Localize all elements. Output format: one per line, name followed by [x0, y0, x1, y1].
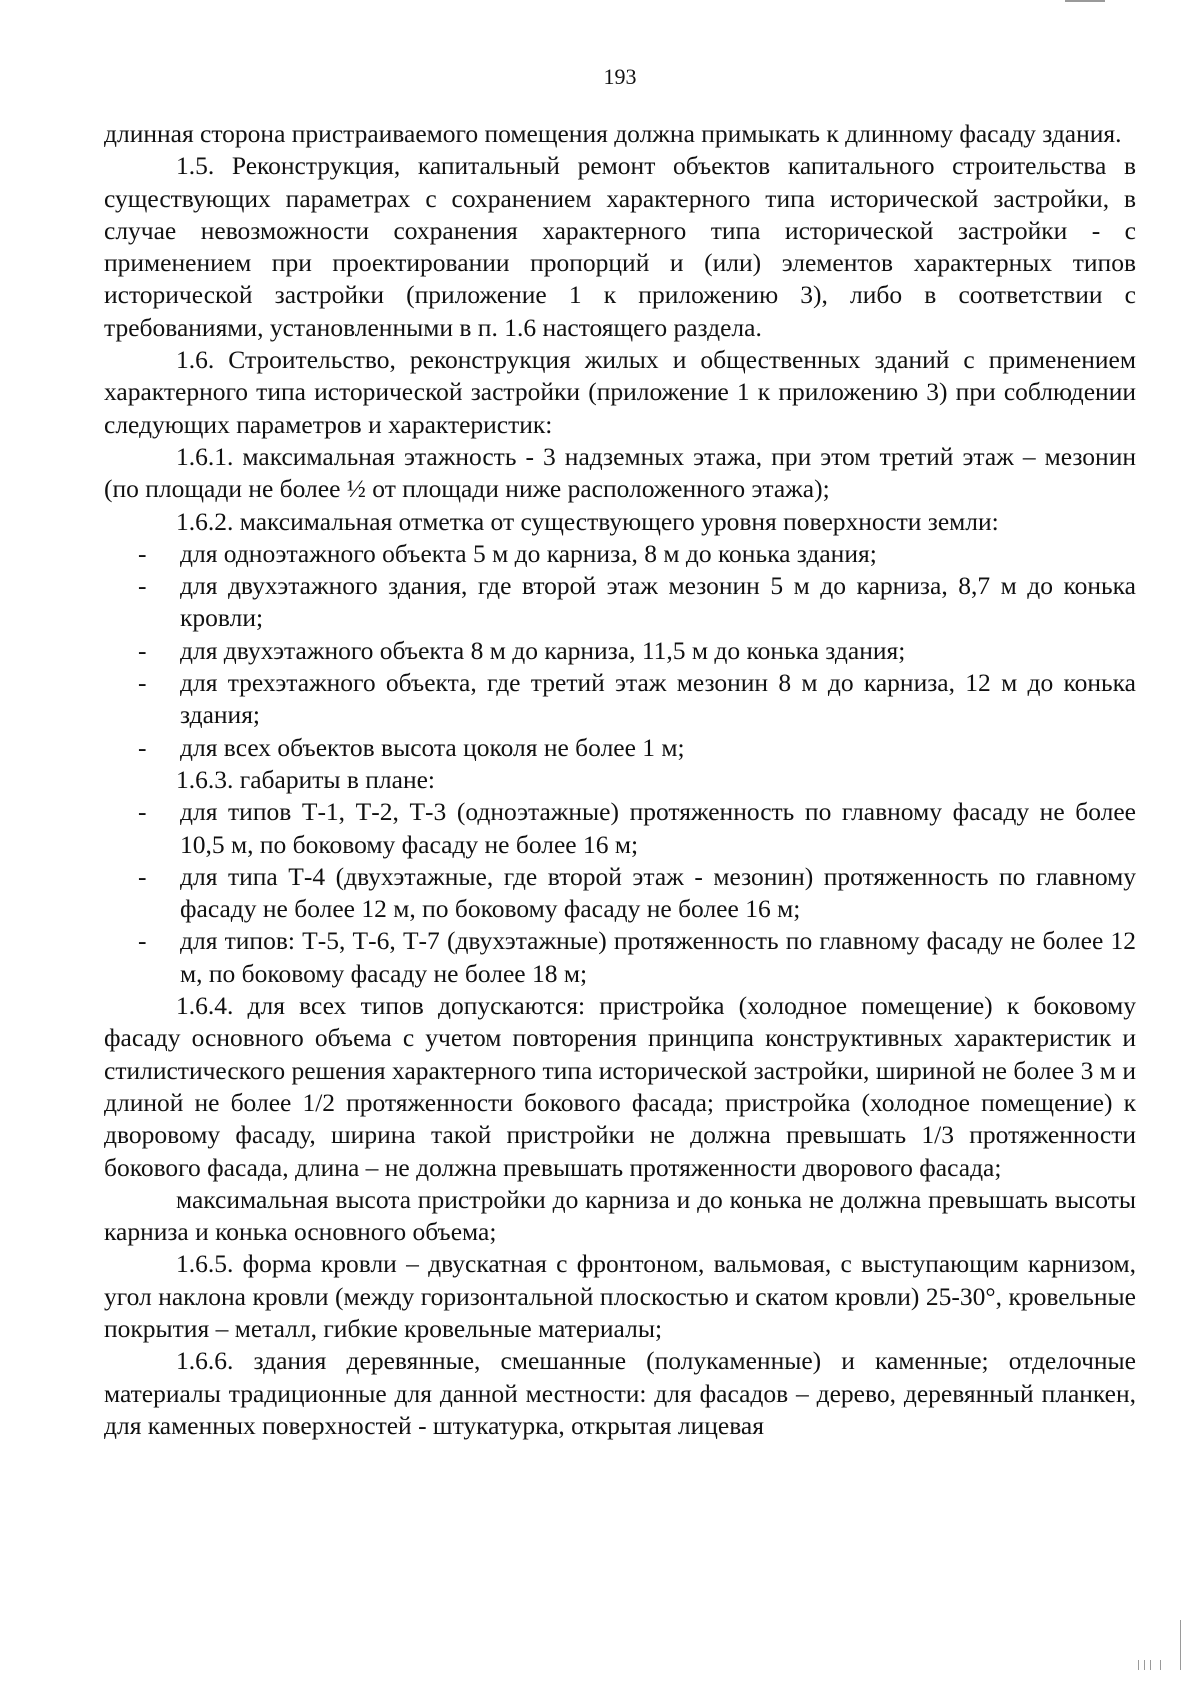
scan-mark: [1138, 1660, 1139, 1670]
list-item-text: для типа Т-4 (двухэтажные, где второй этаж - мезонин) протяженность по главному фасаду не более 12 м, по боковому фасаду не более 16 м;: [180, 861, 1136, 924]
paragraph-1-6-3: 1.6.3. габариты в плане:: [176, 764, 436, 794]
list-item: [104, 635, 1136, 667]
paragraph-1-6-6: 1.6.6. здания деревянные, смешанные (полукаменные) и каменные; отделочные материалы традиционные для данной местности: для фасадов – дерево, деревянный планкен, для каменных поверхностей - штукатурка, открытая лицевая: [104, 1346, 1136, 1440]
list-item-text: для двухэтажного объекта 8 м до карниза, 11,5 м до конька здания;: [180, 635, 906, 665]
list-item: [104, 570, 1136, 635]
scan-mark: [1160, 1660, 1161, 1670]
list-item-text: для всех объектов высота цоколя не более 1 м;: [180, 732, 685, 762]
list-item-text: для двухэтажного здания, где второй этаж мезонин 5 м до карниза, 8,7 м до конька кровли;: [180, 571, 1136, 633]
paragraph-1-6: 1.6. Строительство, реконструкция жилых и общественных зданий с применением характерного типа исторической застройки (приложение 1 к приложению 3) при соблюдении следующих параметров и характеристик:: [104, 345, 1136, 439]
scan-mark: [1144, 1660, 1145, 1670]
dash-bullet: -: [138, 668, 147, 698]
list-item: [104, 796, 1136, 861]
dash-bullet: -: [138, 861, 147, 891]
list-item: [104, 667, 1136, 732]
dash-bullet: -: [138, 732, 147, 762]
list-item: [104, 732, 1136, 764]
page-number: 193: [603, 64, 637, 89]
dash-bullet: -: [138, 926, 147, 956]
list-item: [104, 861, 1136, 926]
list-item-text: для типов Т-1, Т-2, Т-3 (одноэтажные) протяженность по главному фасаду не более 10,5 м, по боковому фасаду не более 16 м;: [180, 797, 1136, 859]
dash-bullet: -: [138, 571, 147, 601]
paragraph-annex-height: максимальная высота пристройки до карниза и до конька не должна превышать высоты карниза и конька основного объема;: [104, 1184, 1136, 1247]
paragraph-continuation: длинная сторона пристраиваемого помещения должна примыкать к длинному фасаду здания.: [104, 119, 1122, 148]
list-item-text: для трехэтажного объекта, где третий этаж мезонин 8 м до карниза, 12 м до конька здания;: [180, 668, 1136, 730]
paragraph-1-6-4: 1.6.4. для всех типов допускаются: пристройка (холодное помещение) к боковому фасаду основного объема с учетом повторения принципа конструктивных характеристик и стилистического решения характерного типа исторической застройки, шириной не более 3 м и длиной не более 1/2 протяженности бокового фасада; пристройка (холодное помещение) к дворовому фасаду, ширина такой пристройки не должна превышать 1/3 протяженности бокового фасада, длина – не должна превышать протяженности дворового фасада;: [104, 991, 1136, 1182]
dash-bullet: -: [138, 635, 147, 665]
paragraph-1-6-2: 1.6.2. максимальная отметка от существующего уровня поверхности земли:: [176, 506, 999, 536]
paragraph-1-5: 1.5. Реконструкция, капитальный ремонт объектов капитального строительства в существующих параметрах с сохранением характерного типа исторической застройки, в случае невозможности сохранения характерного типа исторической застройки - с применением при проектировании пропорций и (или) элементов характерных типов исторической застройки (приложение 1 к приложению 3), либо в соответствии с требованиями, установленными в п. 1.6 настоящего раздела.: [104, 151, 1136, 342]
list-item-text: для одноэтажного объекта 5 м до карниза, 8 м до конька здания;: [180, 538, 877, 568]
list-item: [104, 925, 1136, 990]
paragraph-1-6-1: 1.6.1. максимальная этажность - 3 надземных этажа, при этом третий этаж – мезонин (по площади не более ½ от площади ниже расположенного этажа);: [104, 441, 1136, 504]
paragraph-1-6-5: 1.6.5. форма кровли – двускатная с фронтоном, вальмовая, с выступающим карнизом, угол наклона кровли (между горизонтальной плоскостью и скатом кровли) 25-30°, кровельные покрытия – металл, гибкие кровельные материалы;: [104, 1249, 1136, 1343]
list-item: [104, 538, 1136, 570]
dash-bullet: -: [138, 538, 147, 568]
scan-mark: [1065, 0, 1105, 2]
scan-mark: [1150, 1660, 1151, 1670]
dash-bullet: -: [138, 797, 147, 827]
document-body: [104, 118, 1136, 1442]
list-item-text: для типов: Т-5, Т-6, Т-7 (двухэтажные) протяженность по главному фасаду не более 12 м, по боковому фасаду не более 18 м;: [180, 926, 1136, 988]
scan-mark: [1180, 1620, 1181, 1670]
